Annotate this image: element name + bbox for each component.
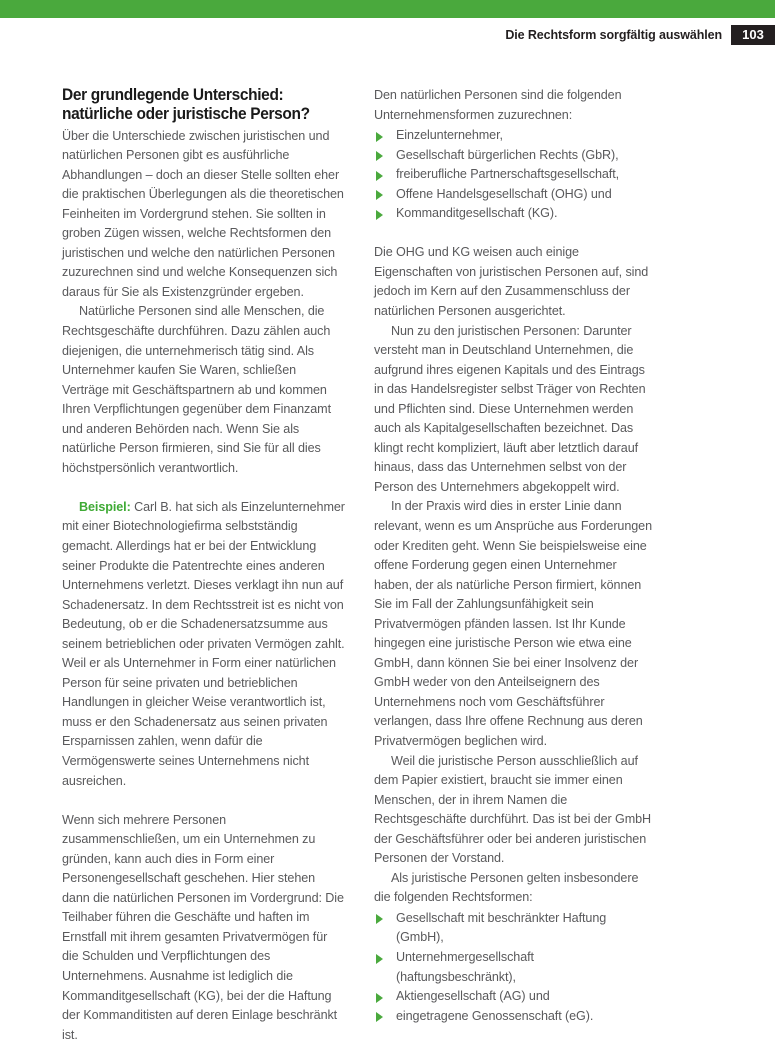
list-item (374, 146, 657, 166)
right-paragraph-3: In der Praxis wird dies in erster Linie dann relevant, wenn es um Ansprüche aus Forderungen oder Krediten geht. Wenn Sie beispielsweise eine offene Forderung gegen einen Unternehmer haben, der als natürliche Person firmiert, können Sie im Fall der Zahlungsunfähigkeit sein Privatvermögen pfänden lassen. Ist Ihr Kunde hingegen eine juristische Person wie etwa eine GmbH, dann können Sie bei einer Insolvenz der GmbH weder von den Anteilseignern des Unternehmens noch vom Geschäftsführer verlangen, dass Ihre offene Rechnung aus deren Privatvermögen beglichen wird. (374, 499, 652, 748)
example-body: Carl B. hat sich als Einzelunternehmer mit einer Biotechnologiefirma selbstständig gemacht. Allerdings hat er bei der Entwicklung seiner Produkte die Patentrechte eines anderen Unternehmens verletzt. Dieses verklagt ihn nun auf Schadenersatz. In dem Rechtsstreit ist es nicht von Bedeutung, ob er die Schadenersatzsumme aus seinem betrieblichen oder privaten Vermögen zahlt. Weil er als Unternehmer in Form einer natürlichen Person für seine privaten und betrieblichen Handlungen in gleicher Weise verantwortlich ist, muss er den Schadenersatz aus seinen privaten Ersparnissen zahlen, wenn dafür die Vermögenswerte seines Unternehmens nicht ausreichen. (62, 499, 345, 788)
list-item-label: Gesellschaft mit beschränkter Haftung (GmbH), (396, 910, 607, 945)
triangle-bullet-icon (376, 1012, 383, 1022)
list-item-label: freiberufliche Partnerschaftsgesellschaft, (396, 167, 620, 182)
list-item (374, 909, 657, 948)
triangle-bullet-icon (376, 993, 383, 1003)
example-label: Beispiel: (79, 499, 131, 514)
left-column (62, 86, 345, 1045)
triangle-bullet-icon (376, 171, 383, 181)
list-item-label: eingetragene Genossenschaft (eG). (396, 1008, 594, 1023)
list-item (374, 948, 657, 987)
page-number-badge: 103 (731, 25, 775, 45)
example-paragraph (62, 498, 345, 791)
triangle-bullet-icon (376, 151, 383, 161)
legal-person-forms-list (374, 909, 657, 1026)
list-item-label: Einzelunternehmer, (396, 128, 503, 143)
triangle-bullet-icon (376, 954, 383, 964)
list-item (374, 126, 657, 146)
list-item (374, 165, 657, 185)
article-title-line-2: natürliche oder juristische Person? (62, 104, 310, 123)
right-intro-paragraph: Den natürlichen Personen sind die folgenden Unternehmensformen zuzurechnen: (374, 88, 622, 122)
list-item (374, 204, 657, 224)
list-item-label: Gesellschaft bürgerlichen Rechts (GbR), (396, 147, 619, 162)
triangle-bullet-icon (376, 210, 383, 220)
right-paragraph-2: Nun zu den juristischen Personen: Darunter versteht man in Deutschland Unternehmen, die aufgrund ihres eigenen Kapitals und des Eintrags in das Handelsregister selbst Träger von Rechten und Pflichten sind. Diese Unternehmen werden auch als Kapitalgesellschaften bezeichnet. Das klingt recht kompliziert, läuft aber letztlich darauf hinaus, dass das Unternehmen selbst von der Person des Unternehmers abgekoppelt wird. (374, 323, 646, 494)
list-item-label: Aktiengesellschaft (AG) und (396, 989, 550, 1004)
right-paragraph-4: Weil die juristische Person ausschließlich auf dem Papier existiert, braucht sie immer einen Menschen, der in ihrem Namen die Rechtsgeschäfte durchführt. Das ist bei der GmbH der Geschäftsführer oder bei anderen juristischen Personen der Vorstand. (374, 753, 652, 866)
natural-person-forms-list (374, 126, 657, 224)
page-title (62, 86, 332, 124)
list-item-label: Kommanditgesellschaft (KG). (396, 206, 558, 221)
page-body (62, 86, 717, 1045)
running-head-title: Die Rechtsform sorgfältig auswählen (505, 28, 722, 42)
triangle-bullet-icon (376, 914, 383, 924)
running-head (505, 25, 775, 45)
left-paragraph-3: Wenn sich mehrere Personen zusammenschließen, um ein Unternehmen zu gründen, kann auch dies in Form einer Personengesellschaft geschehen. Hier stehen dann die natürlichen Personen im Vordergrund: Die Teilhaber führen die Geschäfte und haften im Ernstfall mit ihrem gesamten Privatvermögen für die Schulden und Verpflichtungen des Unternehmens. Ausnahme ist lediglich die Kommanditgesellschaft (KG), bei der die Haftung der Kommanditisten auf deren Einlage beschränkt ist. (62, 812, 344, 1042)
triangle-bullet-icon (376, 132, 383, 142)
right-paragraph-1: Die OHG und KG weisen auch einige Eigenschaften von juristischen Personen auf, sind jedoch im Kern auf den Zusammenschluss der natürlichen Personen ausgerichtet. (374, 245, 649, 318)
left-paragraph-2: Natürliche Personen sind alle Menschen, die Rechtsgeschäfte durchführen. Dazu zählen auch diejenigen, die unternehmerisch tätig sind. Als Unternehmer kaufen Sie Waren, schließen Verträge mit Geschäftspartnern ab und kommen Ihren Verpflichtungen gegenüber dem Finanzamt und anderen Behörden nach. Wenn Sie als natürliche Person firmieren, sind Sie für all dies höchstpersönlich verantwortlich. (62, 304, 331, 475)
right-paragraph-5: Als juristische Personen gelten insbesondere die folgenden Rechtsformen: (374, 870, 639, 905)
top-green-band (0, 0, 775, 18)
article-title-line-1: Der grundlegende Unterschied: (62, 86, 284, 104)
list-item (374, 987, 657, 1007)
list-item (374, 1007, 657, 1027)
list-item-label: Offene Handelsgesellschaft (OHG) und (396, 186, 612, 201)
list-item (374, 185, 657, 205)
triangle-bullet-icon (376, 190, 383, 200)
list-item-label: Unternehmergesellschaft (haftungsbeschränkt), (396, 950, 534, 984)
left-paragraph-1: Über die Unterschiede zwischen juristischen und natürlichen Personen gibt es ausführliche Abhandlungen – doch an dieser Stelle sollten eher die praktischen Überlegungen als die theoretischen Feinheiten im Vordergrund stehen. Sie sollten in groben Zügen wissen, welche Rechtsformen den juristischen und welche den natürlichen Personen zuzurechnen sind und welche Konsequenzen sich daraus für Sie als Existenzgründer ergeben. (62, 128, 344, 299)
right-column (374, 86, 657, 1045)
